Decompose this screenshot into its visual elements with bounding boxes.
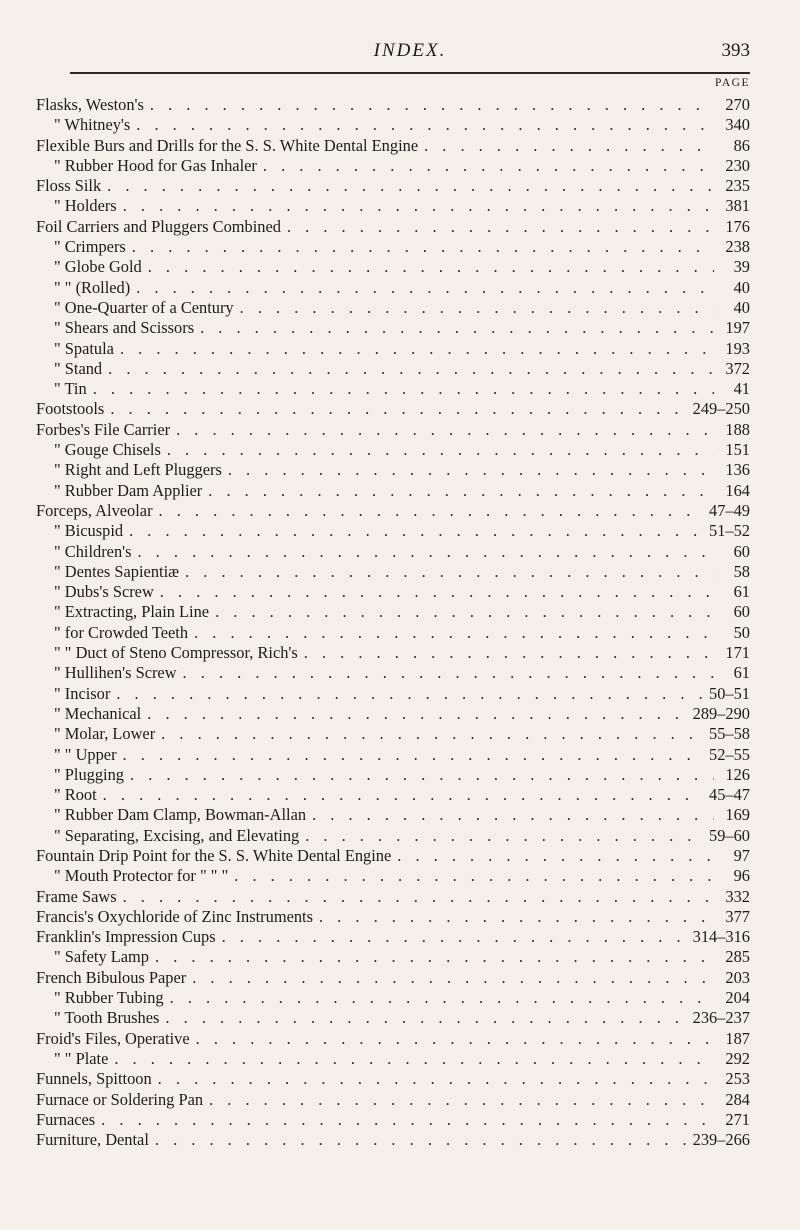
entry-text: " Crimpers bbox=[54, 237, 126, 257]
dot-leader bbox=[222, 460, 714, 480]
entry-text: Francis's Oxychloride of Zinc Instruments bbox=[36, 906, 313, 926]
dot-leader bbox=[152, 1069, 714, 1089]
entry-page: 96 bbox=[733, 866, 750, 886]
index-entry bbox=[36, 359, 750, 379]
entry-page: 41 bbox=[733, 379, 750, 399]
index-entries bbox=[36, 95, 750, 1150]
entry-page: 271 bbox=[725, 1109, 750, 1129]
entry-page: 58 bbox=[733, 561, 750, 581]
entry-text: Floss Silk bbox=[36, 176, 102, 196]
dot-leader bbox=[144, 95, 714, 115]
index-entry bbox=[36, 582, 750, 602]
entry-page: 381 bbox=[725, 196, 750, 216]
index-entry bbox=[36, 196, 750, 216]
index-entry bbox=[36, 704, 750, 724]
dot-leader bbox=[281, 217, 714, 237]
entry-page: 45–47 bbox=[709, 785, 750, 805]
entry-text: French Bibulous Paper bbox=[36, 967, 187, 987]
dot-leader bbox=[101, 176, 714, 196]
index-entry bbox=[36, 1130, 750, 1150]
dot-leader bbox=[234, 298, 714, 318]
index-entry bbox=[36, 156, 750, 176]
entry-text: " " Upper bbox=[54, 744, 117, 764]
entry-text: " Bicuspid bbox=[54, 521, 124, 541]
dot-leader bbox=[418, 136, 714, 156]
page-column-heading: PAGE bbox=[715, 77, 750, 89]
dot-leader bbox=[130, 115, 714, 135]
entry-text: " Dubs's Screw bbox=[54, 582, 154, 602]
entry-page: 239–266 bbox=[692, 1130, 750, 1150]
dot-leader bbox=[216, 927, 687, 947]
entry-page: 136 bbox=[725, 460, 750, 480]
entry-page: 61 bbox=[733, 582, 750, 602]
entry-page: 61 bbox=[733, 663, 750, 683]
dot-leader bbox=[124, 765, 714, 785]
dot-leader bbox=[159, 1008, 686, 1028]
dot-leader bbox=[117, 887, 714, 907]
entry-page: 97 bbox=[733, 845, 750, 865]
entry-page: 284 bbox=[725, 1089, 750, 1109]
entry-page: 60 bbox=[733, 541, 750, 561]
index-entry bbox=[36, 379, 750, 399]
entry-text: " Rubber Tubing bbox=[54, 988, 164, 1008]
entry-text: " Mechanical bbox=[54, 703, 142, 723]
index-entry bbox=[36, 521, 750, 541]
dot-leader bbox=[131, 542, 714, 562]
entry-page: 40 bbox=[733, 297, 750, 317]
dot-leader bbox=[149, 947, 714, 967]
dot-leader bbox=[126, 237, 714, 257]
dot-leader bbox=[170, 420, 714, 440]
running-title: INDEX. bbox=[373, 40, 447, 61]
dot-leader bbox=[130, 278, 714, 298]
index-entry bbox=[36, 968, 750, 988]
dot-leader bbox=[114, 339, 714, 359]
dot-leader bbox=[123, 521, 703, 541]
index-entry bbox=[36, 562, 750, 582]
entry-page: 187 bbox=[725, 1028, 750, 1048]
dot-leader bbox=[209, 602, 714, 622]
entry-page: 59–60 bbox=[709, 825, 750, 845]
entry-page: 151 bbox=[725, 440, 750, 460]
entry-page: 236–237 bbox=[692, 1008, 750, 1028]
dot-leader bbox=[155, 724, 703, 744]
entry-text: " Separating, Excising, and Elevating bbox=[54, 825, 300, 845]
entry-page: 86 bbox=[733, 135, 750, 155]
dot-leader bbox=[298, 643, 714, 663]
dot-leader bbox=[194, 318, 714, 338]
entry-text: " Whitney's bbox=[54, 115, 131, 135]
entry-page: 253 bbox=[725, 1069, 750, 1089]
index-entry bbox=[36, 1029, 750, 1049]
entry-text: Froid's Files, Operative bbox=[36, 1028, 190, 1048]
index-entry bbox=[36, 846, 750, 866]
entry-page: 332 bbox=[725, 886, 750, 906]
entry-page: 285 bbox=[725, 947, 750, 967]
entry-text: " Incisor bbox=[54, 683, 111, 703]
entry-page: 230 bbox=[725, 155, 750, 175]
entry-page: 270 bbox=[725, 95, 750, 114]
entry-page: 193 bbox=[725, 338, 750, 358]
index-entry bbox=[36, 765, 750, 785]
dot-leader bbox=[97, 785, 703, 805]
entry-text: " Children's bbox=[54, 541, 132, 561]
entry-text: Flexible Burs and Drills for the S. S. White Dental Engine bbox=[36, 135, 419, 155]
index-entry bbox=[36, 684, 750, 704]
index-entry bbox=[36, 115, 750, 135]
entry-text: Flasks, Weston's bbox=[36, 95, 144, 114]
index-entry bbox=[36, 136, 750, 156]
entry-text: Furnace or Soldering Pan bbox=[36, 1089, 204, 1109]
index-entry bbox=[36, 1049, 750, 1069]
entry-text: " Globe Gold bbox=[54, 257, 142, 277]
entry-page: 238 bbox=[725, 237, 750, 257]
dot-leader bbox=[391, 846, 714, 866]
entry-page: 235 bbox=[725, 176, 750, 196]
index-entry bbox=[36, 663, 750, 683]
index-entry bbox=[36, 602, 750, 622]
entry-text: " Tooth Brushes bbox=[54, 1008, 160, 1028]
entry-page: 60 bbox=[733, 602, 750, 622]
entry-page: 50 bbox=[733, 622, 750, 642]
entry-text: " Rubber Dam Clamp, Bowman-Allan bbox=[54, 805, 307, 825]
index-entry bbox=[36, 1090, 750, 1110]
dot-leader bbox=[179, 562, 714, 582]
index-entry bbox=[36, 643, 750, 663]
index-entry bbox=[36, 927, 750, 947]
entry-page: 171 bbox=[725, 643, 750, 663]
entry-text: " Right and Left Pluggers bbox=[54, 460, 222, 480]
index-entry bbox=[36, 257, 750, 277]
index-entry bbox=[36, 440, 750, 460]
index-entry bbox=[36, 907, 750, 927]
entry-page: 377 bbox=[725, 906, 750, 926]
entry-page: 197 bbox=[725, 318, 750, 338]
dot-leader bbox=[117, 196, 714, 216]
index-entry bbox=[36, 887, 750, 907]
dot-leader bbox=[203, 1090, 714, 1110]
dot-leader bbox=[190, 1029, 714, 1049]
index-entry bbox=[36, 501, 750, 521]
dot-leader bbox=[188, 623, 714, 643]
entry-page: 51–52 bbox=[709, 521, 750, 541]
entry-text: " Hullihen's Screw bbox=[54, 663, 177, 683]
index-entry bbox=[36, 237, 750, 257]
entry-page: 40 bbox=[733, 277, 750, 297]
entry-text: Franklin's Impression Cups bbox=[36, 927, 216, 947]
entry-text: Funnels, Spittoon bbox=[36, 1069, 152, 1089]
index-entry bbox=[36, 176, 750, 196]
entry-text: Foil Carriers and Pluggers Combined bbox=[36, 216, 281, 236]
entry-page: 50–51 bbox=[709, 683, 750, 703]
index-entry bbox=[36, 298, 750, 318]
entry-text: " Stand bbox=[54, 358, 103, 378]
entry-page: 55–58 bbox=[709, 724, 750, 744]
dot-leader bbox=[142, 257, 714, 277]
entry-text: " Plugging bbox=[54, 764, 124, 784]
index-entry bbox=[36, 1008, 750, 1028]
dot-leader bbox=[161, 440, 714, 460]
entry-page: 126 bbox=[725, 764, 750, 784]
dot-leader bbox=[117, 745, 703, 765]
entry-text: " Extracting, Plain Line bbox=[54, 602, 210, 622]
index-entry bbox=[36, 947, 750, 967]
index-entry bbox=[36, 623, 750, 643]
index-entry bbox=[36, 95, 750, 115]
dot-leader bbox=[102, 359, 714, 379]
entry-page: 203 bbox=[725, 967, 750, 987]
entry-page: 47–49 bbox=[709, 500, 750, 520]
dot-leader bbox=[228, 866, 714, 886]
dot-leader bbox=[149, 1130, 687, 1150]
entry-text: " Spatula bbox=[54, 338, 114, 358]
entry-text: " Root bbox=[54, 785, 97, 805]
dot-leader bbox=[299, 826, 703, 846]
index-entry bbox=[36, 460, 750, 480]
entry-text: " Rubber Dam Applier bbox=[54, 480, 203, 500]
entry-page: 289–290 bbox=[692, 703, 750, 723]
index-entry bbox=[36, 805, 750, 825]
dot-leader bbox=[154, 582, 714, 602]
entry-page: 204 bbox=[725, 988, 750, 1008]
entry-text: " Mouth Protector for " " " bbox=[54, 866, 229, 886]
entry-text: " " Duct of Steno Compressor, Rich's bbox=[54, 643, 298, 663]
entry-text: " " Plate bbox=[54, 1048, 109, 1068]
index-entry bbox=[36, 339, 750, 359]
index-entry bbox=[36, 785, 750, 805]
entry-text: " Holders bbox=[54, 196, 117, 216]
entry-text: " One-Quarter of a Century bbox=[54, 297, 234, 317]
entry-text: " Tin bbox=[54, 379, 87, 399]
dot-leader bbox=[257, 156, 714, 176]
dot-leader bbox=[141, 704, 686, 724]
dot-leader bbox=[186, 968, 714, 988]
entry-page: 314–316 bbox=[692, 927, 750, 947]
index-entry bbox=[36, 420, 750, 440]
index-entry bbox=[36, 278, 750, 298]
entry-text: " Gouge Chisels bbox=[54, 440, 161, 460]
entry-page: 176 bbox=[725, 216, 750, 236]
entry-page: 164 bbox=[725, 480, 750, 500]
entry-text: " Shears and Scissors bbox=[54, 318, 195, 338]
dot-leader bbox=[177, 663, 714, 683]
index-entry bbox=[36, 826, 750, 846]
header-rule bbox=[70, 72, 750, 74]
entry-text: Furnaces bbox=[36, 1109, 96, 1129]
index-entry bbox=[36, 1110, 750, 1130]
index-entry bbox=[36, 318, 750, 338]
entry-text: " for Crowded Teeth bbox=[54, 622, 189, 642]
dot-leader bbox=[95, 1110, 714, 1130]
index-entry bbox=[36, 217, 750, 237]
index-entry bbox=[36, 724, 750, 744]
entry-text: Frame Saws bbox=[36, 886, 117, 906]
index-entry bbox=[36, 745, 750, 765]
dot-leader bbox=[164, 988, 714, 1008]
entry-text: " Dentes Sapientiæ bbox=[54, 561, 180, 581]
entry-text: " Molar, Lower bbox=[54, 724, 156, 744]
entry-page: 169 bbox=[725, 805, 750, 825]
index-entry bbox=[36, 542, 750, 562]
entry-page: 188 bbox=[725, 419, 750, 439]
entry-page: 249–250 bbox=[692, 399, 750, 419]
dot-leader bbox=[108, 1049, 714, 1069]
index-entry bbox=[36, 399, 750, 419]
index-entry bbox=[36, 481, 750, 501]
index-entry bbox=[36, 866, 750, 886]
entry-text: Footstools bbox=[36, 399, 105, 419]
entry-text: " " (Rolled) bbox=[54, 277, 131, 297]
entry-text: " Rubber Hood for Gas Inhaler bbox=[54, 155, 257, 175]
dot-leader bbox=[153, 501, 703, 521]
entry-text: Fountain Drip Point for the S. S. White Dental Engine bbox=[36, 845, 392, 865]
entry-text: Forceps, Alveolar bbox=[36, 500, 153, 520]
entry-page: 372 bbox=[725, 358, 750, 378]
index-entry bbox=[36, 988, 750, 1008]
entry-page: 52–55 bbox=[709, 744, 750, 764]
entry-text: " Safety Lamp bbox=[54, 947, 149, 967]
entry-text: Forbes's File Carrier bbox=[36, 419, 171, 439]
page-number: 393 bbox=[721, 40, 750, 61]
index-entry bbox=[36, 1069, 750, 1089]
entry-page: 292 bbox=[725, 1048, 750, 1068]
dot-leader bbox=[306, 805, 714, 825]
entry-page: 39 bbox=[733, 257, 750, 277]
running-head bbox=[70, 40, 750, 68]
dot-leader bbox=[110, 684, 703, 704]
dot-leader bbox=[313, 907, 714, 927]
dot-leader bbox=[87, 379, 714, 399]
dot-leader bbox=[202, 481, 714, 501]
entry-page: 340 bbox=[725, 115, 750, 135]
entry-text: Furniture, Dental bbox=[36, 1130, 149, 1150]
dot-leader bbox=[104, 399, 686, 419]
